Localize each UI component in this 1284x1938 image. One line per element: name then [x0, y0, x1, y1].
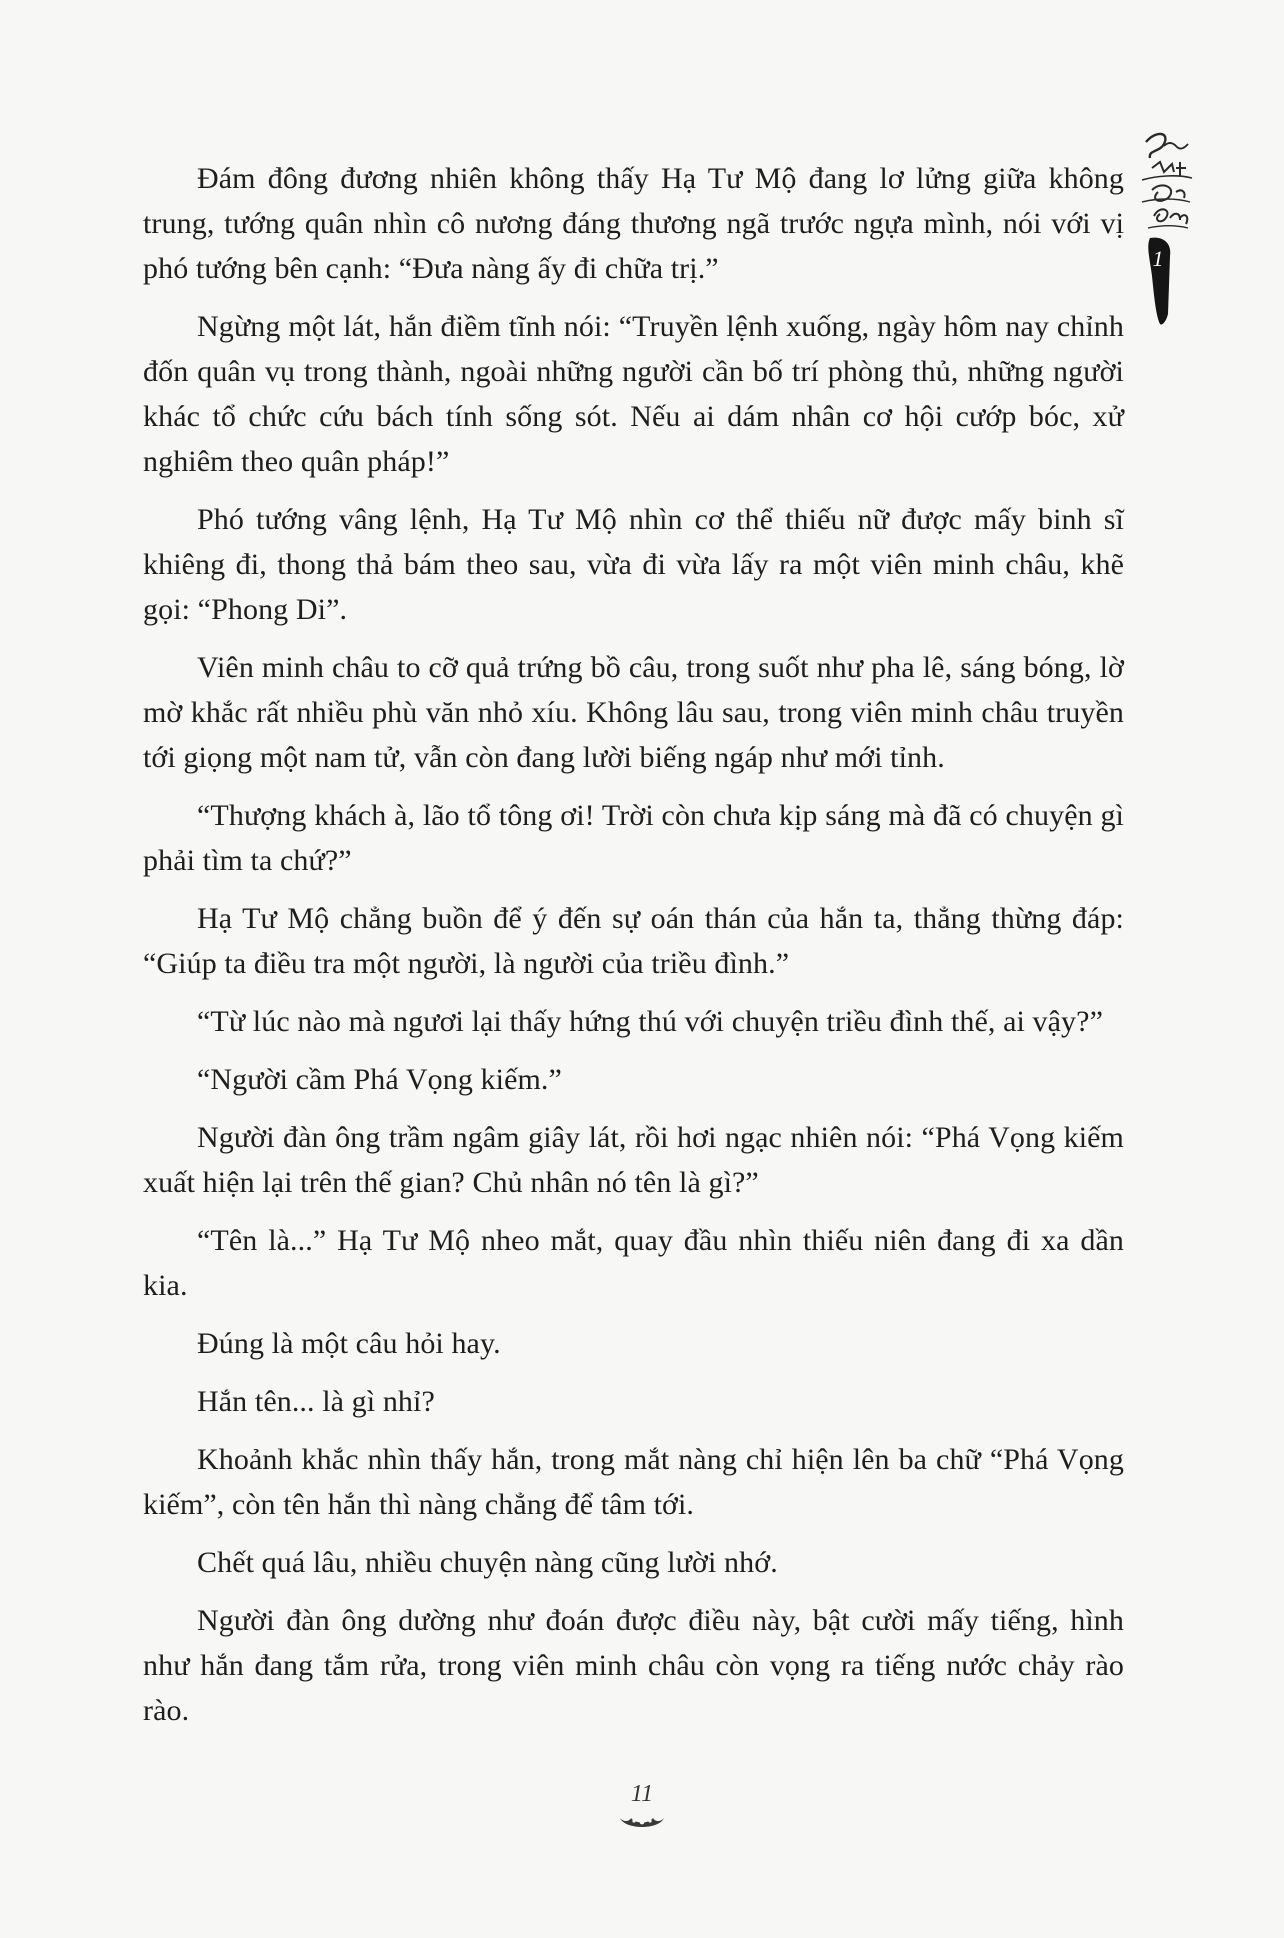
- paragraph: Người đàn ông trầm ngâm giây lát, rồi hơi ngạc nhiên nói: “Phá Vọng kiếm xuất hiện lại trên thế gian? Chủ nhân nó tên là gì?”: [143, 1121, 1124, 1199]
- book-title-logo: [1130, 128, 1200, 328]
- body-text: [143, 156, 1124, 1746]
- paragraph: Hạ Tư Mộ chẳng buồn để ý đến sự oán thán của hắn ta, thẳng thừng đáp: “Giúp ta điều tra một người, là người của triều đình.”: [143, 902, 1124, 980]
- paragraph: Khoảnh khắc nhìn thấy hắn, trong mắt nàng chỉ hiện lên ba chữ “Phá Vọng kiếm”, còn tên hắn thì nàng chẳng để tâm tới.: [143, 1443, 1124, 1521]
- cloud-ornament-icon: [617, 1810, 667, 1832]
- paragraph: Chết quá lâu, nhiều chuyện nàng cũng lười nhớ.: [197, 1546, 778, 1579]
- paragraph: “Tên là...” Hạ Tư Mộ nheo mắt, quay đầu nhìn thiếu niên đang đi xa dần kia.: [143, 1224, 1124, 1302]
- paragraph: Phó tướng vâng lệnh, Hạ Tư Mộ nhìn cơ thể thiếu nữ được mấy binh sĩ khiêng đi, thong thả bám theo sau, vừa đi vừa lấy ra một viên minh châu, khẽ gọi: “Phong Di”.: [143, 503, 1124, 626]
- paragraph: Hắn tên... là gì nhỉ?: [197, 1385, 435, 1418]
- paragraph: Ngừng một lát, hắn điềm tĩnh nói: “Truyền lệnh xuống, ngày hôm nay chỉnh đốn quân vụ trong thành, ngoài những người cần bố trí phòng thủ, những người khác tổ chức cứu bách tính sống sót. Nếu ai dám nhân cơ hội cướp bóc, xử nghiêm theo quân pháp!”: [143, 310, 1124, 478]
- volume-brush-stroke: [1144, 236, 1176, 326]
- paragraph: Đám đông đương nhiên không thấy Hạ Tư Mộ đang lơ lửng giữa không trung, tướng quân nhìn cô nương đáng thương ngã trước ngựa mình, nói với vị phó tướng bên cạnh: “Đưa nàng ấy đi chữa trị.”: [143, 162, 1124, 285]
- paragraph: “Thượng khách à, lão tổ tông ơi! Trời còn chưa kịp sáng mà đã có chuyện gì phải tìm ta chứ?”: [143, 799, 1124, 877]
- paragraph: “Người cầm Phá Vọng kiếm.”: [197, 1063, 562, 1096]
- book-title-calligraphy: [1130, 128, 1200, 238]
- page-footer: [602, 1780, 682, 1850]
- page-number: 11: [630, 1781, 654, 1807]
- volume-number: 1: [1152, 246, 1164, 271]
- paragraph: Đúng là một câu hỏi hay.: [197, 1327, 501, 1360]
- paragraph: Người đàn ông dường như đoán được điều này, bật cười mấy tiếng, hình như hắn đang tắm rửa, trong viên minh châu còn vọng ra tiếng nước chảy rào rào.: [143, 1604, 1124, 1727]
- paragraph: Viên minh châu to cỡ quả trứng bồ câu, trong suốt như pha lê, sáng bóng, lờ mờ khắc rất nhiều phù văn nhỏ xíu. Không lâu sau, trong viên minh châu truyền tới giọng một nam tử, vẫn còn đang lười biếng ngáp như mới tỉnh.: [143, 651, 1124, 774]
- paragraph: “Từ lúc nào mà ngươi lại thấy hứng thú với chuyện triều đình thế, ai vậy?”: [197, 1005, 1103, 1038]
